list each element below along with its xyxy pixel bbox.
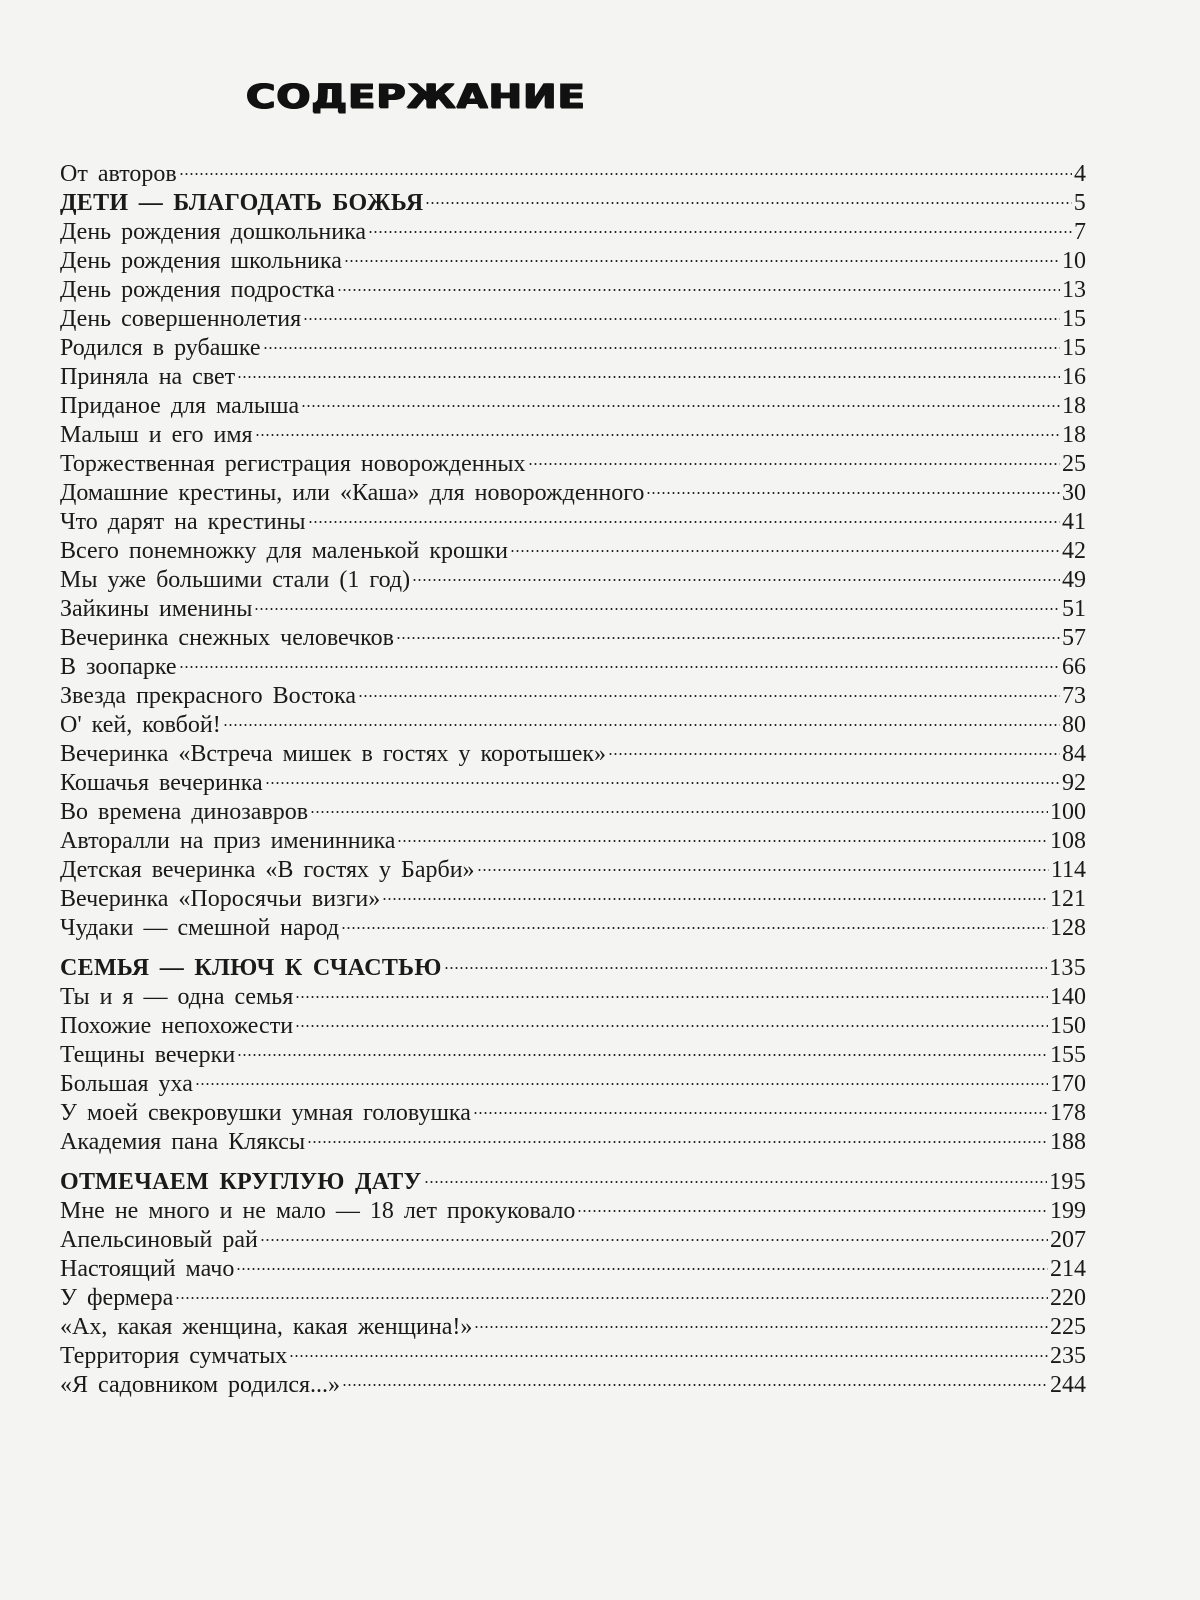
entry-title: Тещины вечерки <box>60 1042 236 1068</box>
dot-leader <box>301 405 1060 407</box>
page-number: 5 <box>1073 190 1086 216</box>
entry-title: Территория сумчатых <box>60 1343 288 1369</box>
dot-leader <box>477 869 1049 871</box>
dot-leader <box>237 376 1060 378</box>
toc-entry-row <box>60 1371 1086 1400</box>
page-number: 30 <box>1062 480 1086 506</box>
page-number: 4 <box>1074 161 1086 187</box>
entry-title: У моей свекровушки умная головушка <box>60 1100 471 1126</box>
page-number: 15 <box>1062 306 1086 332</box>
page-number: 41 <box>1062 509 1086 535</box>
page-number: 195 <box>1049 1169 1086 1195</box>
page-number: 49 <box>1062 567 1086 593</box>
entry-title: День рождения подростка <box>60 277 335 303</box>
toc-entry-row <box>60 1342 1086 1371</box>
dot-leader <box>307 1141 1048 1143</box>
page-number: 135 <box>1049 955 1086 981</box>
dot-leader <box>308 521 1060 523</box>
page-number: 207 <box>1050 1227 1086 1253</box>
page-heading: СОДЕРЖАНИЕ <box>246 78 586 116</box>
toc-entry-row <box>60 653 1086 682</box>
entry-title: Приняла на свет <box>60 364 236 390</box>
entry-title: В зоопарке <box>60 654 177 680</box>
page-number: 51 <box>1062 596 1086 622</box>
page-number: 150 <box>1050 1013 1086 1039</box>
entry-title: Ты и я — одна семья <box>60 984 294 1010</box>
toc-entry-row <box>60 1255 1086 1284</box>
page-number: 57 <box>1062 625 1086 651</box>
toc-entry-row <box>60 160 1086 189</box>
toc-entry-row <box>60 1313 1086 1342</box>
toc-entry-row <box>60 479 1086 508</box>
dot-leader <box>341 927 1048 929</box>
page-number: 73 <box>1062 683 1086 709</box>
entry-title: Детская вечеринка «В гостях у Барби» <box>60 857 475 883</box>
toc-entry-row <box>60 624 1086 653</box>
toc-entry-row <box>60 1226 1086 1255</box>
toc-entry-row <box>60 711 1086 740</box>
dot-leader <box>179 666 1060 668</box>
entry-title: Мне не много и не мало — 18 лет прокуковало <box>60 1198 576 1224</box>
page-number: 25 <box>1062 451 1086 477</box>
entry-title: День рождения дошкольника <box>60 219 367 245</box>
dot-leader <box>358 695 1060 697</box>
entry-title: Большая уха <box>60 1071 193 1097</box>
page-number: 188 <box>1050 1129 1086 1155</box>
dot-leader <box>646 492 1060 494</box>
dot-leader <box>255 434 1060 436</box>
toc-entry-row <box>60 885 1086 914</box>
toc-entry-row <box>60 1041 1086 1070</box>
page-number: 235 <box>1050 1343 1086 1369</box>
dot-leader <box>444 967 1047 969</box>
entry-title: День совершеннолетия <box>60 306 302 332</box>
dot-leader <box>412 579 1060 581</box>
page-number: 18 <box>1062 393 1086 419</box>
page-number: 15 <box>1062 335 1086 361</box>
dot-leader <box>263 347 1060 349</box>
toc-entry-row <box>60 392 1086 421</box>
page-number: 199 <box>1050 1198 1086 1224</box>
entry-title: Похожие непохожести <box>60 1013 294 1039</box>
page-number: 170 <box>1050 1071 1086 1097</box>
page-number: 7 <box>1074 219 1086 245</box>
entry-title: Чудаки — смешной народ <box>60 915 340 941</box>
toc-entry-row <box>60 218 1086 247</box>
page-number: 42 <box>1062 538 1086 564</box>
dot-leader <box>175 1297 1048 1299</box>
dot-leader <box>195 1083 1048 1085</box>
entry-title: День рождения школьника <box>60 248 342 274</box>
toc-entry-row <box>60 247 1086 276</box>
entry-title: Во времена динозавров <box>60 799 309 825</box>
toc-section-row <box>60 189 1086 218</box>
page-number: 108 <box>1050 828 1086 854</box>
toc-list <box>60 160 1086 1400</box>
entry-title: Родился в рубашке <box>60 335 261 361</box>
entry-title: Звезда прекрасного Востока <box>60 683 356 709</box>
entry-title: «Я садовником родился...» <box>60 1372 341 1398</box>
dot-leader <box>260 1239 1048 1241</box>
entry-title: Всего понемножку для маленькой крошки <box>60 538 508 564</box>
toc-entry-row <box>60 276 1086 305</box>
page-number: 66 <box>1062 654 1086 680</box>
dot-leader <box>608 753 1060 755</box>
toc-entry-row <box>60 334 1086 363</box>
toc-entry-row <box>60 1128 1086 1157</box>
page-number: 18 <box>1062 422 1086 448</box>
page-number: 128 <box>1050 915 1086 941</box>
entry-title: Вечеринка «Встреча мишек в гостях у коротышек» <box>60 741 607 767</box>
page-number: 114 <box>1050 857 1086 883</box>
page-number: 13 <box>1062 277 1086 303</box>
dot-leader <box>342 1384 1048 1386</box>
page-number: 178 <box>1050 1100 1086 1126</box>
entry-title: Малыш и его имя <box>60 422 253 448</box>
toc-entry-row <box>60 740 1086 769</box>
page-number: 140 <box>1050 984 1086 1010</box>
entry-title: Вечеринка снежных человечков <box>60 625 394 651</box>
dot-leader <box>237 1054 1048 1056</box>
dot-leader <box>310 811 1048 813</box>
page-number: 80 <box>1062 712 1086 738</box>
entry-title: Зайкины именины <box>60 596 253 622</box>
page-number: 16 <box>1062 364 1086 390</box>
toc-entry-row <box>60 1284 1086 1313</box>
section-title: ОТМЕЧАЕМ КРУГЛУЮ ДАТУ <box>60 1169 422 1195</box>
entry-title: Настоящий мачо <box>60 1256 235 1282</box>
page-number: 244 <box>1050 1372 1086 1398</box>
page-number: 220 <box>1050 1285 1086 1311</box>
toc-entry-row <box>60 798 1086 827</box>
toc-entry-row <box>60 421 1086 450</box>
page-number: 10 <box>1062 248 1086 274</box>
entry-title: Приданое для малыша <box>60 393 300 419</box>
dot-leader <box>397 840 1048 842</box>
dot-leader <box>236 1268 1048 1270</box>
toc-entry-row <box>60 1070 1086 1099</box>
dot-leader <box>510 550 1060 552</box>
dot-leader <box>179 173 1072 175</box>
section-title: ДЕТИ — БЛАГОДАТЬ БОЖЬЯ <box>60 190 424 216</box>
toc-entry-row <box>60 363 1086 392</box>
entry-title: От авторов <box>60 161 177 187</box>
entry-title: Вечеринка «Поросячьи визги» <box>60 886 381 912</box>
toc-entry-row <box>60 856 1086 885</box>
toc-entry-row <box>60 1012 1086 1041</box>
dot-leader <box>474 1326 1048 1328</box>
dot-leader <box>265 782 1060 784</box>
dot-leader <box>424 1181 1048 1183</box>
entry-title: Апельсиновый рай <box>60 1227 258 1253</box>
toc-section-row <box>60 1168 1086 1197</box>
page-number: 92 <box>1062 770 1086 796</box>
toc-entry-row <box>60 305 1086 334</box>
toc-entry-row <box>60 914 1086 943</box>
entry-title: Мы уже большими стали (1 год) <box>60 567 411 593</box>
dot-leader <box>254 608 1060 610</box>
dot-leader <box>344 260 1060 262</box>
toc-entry-row <box>60 566 1086 595</box>
entry-title: Кошачья вечеринка <box>60 770 263 796</box>
dot-leader <box>337 289 1060 291</box>
dot-leader <box>295 1025 1048 1027</box>
dot-leader <box>577 1210 1048 1212</box>
section-title: СЕМЬЯ — КЛЮЧ К СЧАСТЬЮ <box>60 955 442 981</box>
dot-leader <box>223 724 1060 726</box>
entry-title: Что дарят на крестины <box>60 509 306 535</box>
page-number: 214 <box>1050 1256 1086 1282</box>
dot-leader <box>368 231 1072 233</box>
page-number: 121 <box>1050 886 1086 912</box>
toc-entry-row <box>60 450 1086 479</box>
page-number: 84 <box>1062 741 1086 767</box>
toc-entry-row <box>60 983 1086 1012</box>
entry-title: «Ах, какая женщина, какая женщина!» <box>60 1314 473 1340</box>
dot-leader <box>289 1355 1048 1357</box>
toc-entry-row <box>60 827 1086 856</box>
toc-entry-row <box>60 508 1086 537</box>
entry-title: Авторалли на приз именинника <box>60 828 396 854</box>
dot-leader <box>295 996 1048 998</box>
dot-leader <box>528 463 1060 465</box>
toc-entry-row <box>60 595 1086 624</box>
dot-leader <box>382 898 1048 900</box>
entry-title: Академия пана Кляксы <box>60 1129 306 1155</box>
entry-title: У фермера <box>60 1285 174 1311</box>
toc-entry-row <box>60 682 1086 711</box>
page-number: 155 <box>1050 1042 1086 1068</box>
dot-leader <box>303 318 1060 320</box>
toc-entry-row <box>60 1099 1086 1128</box>
entry-title: Домашние крестины, или «Каша» для новорожденного <box>60 480 645 506</box>
page-number: 225 <box>1050 1314 1086 1340</box>
entry-title: О' кей, ковбой! <box>60 712 221 738</box>
toc-entry-row <box>60 769 1086 798</box>
toc-entry-row <box>60 537 1086 566</box>
dot-leader <box>425 202 1071 204</box>
dot-leader <box>473 1112 1048 1114</box>
toc-section-row <box>60 954 1086 983</box>
page-number: 100 <box>1050 799 1086 825</box>
toc-entry-row <box>60 1197 1086 1226</box>
entry-title: Торжественная регистрация новорожденных <box>60 451 526 477</box>
dot-leader <box>396 637 1060 639</box>
